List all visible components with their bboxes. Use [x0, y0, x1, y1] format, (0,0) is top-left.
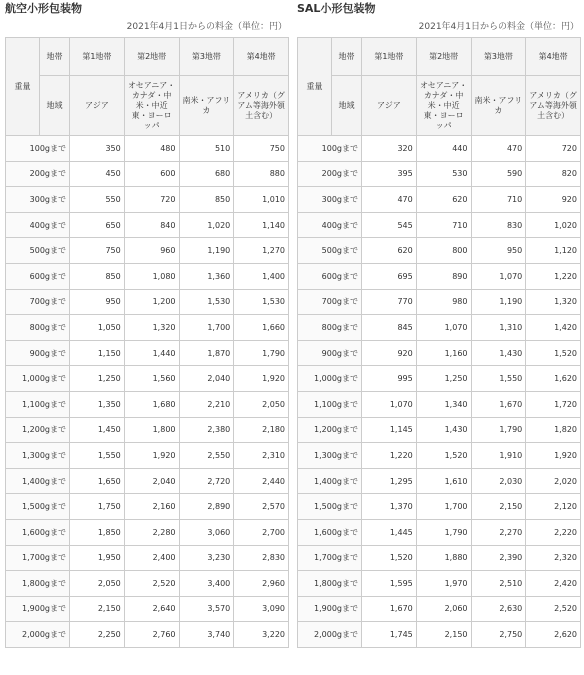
price-cell: 510: [179, 136, 234, 162]
region-2-header: オセアニア・カナダ・中米・中近東・ヨーロッパ: [416, 76, 471, 136]
weight-cell: 1,000gまで: [6, 366, 70, 392]
zone-2-header: 第2地帯: [124, 38, 179, 76]
table-row: [298, 622, 581, 648]
price-cell: 1,140: [234, 212, 289, 238]
region-1-header: アジア: [362, 76, 417, 136]
rate-note: 2021年4月1日からの料金（単位：円）: [418, 22, 579, 32]
price-cell: 2,050: [234, 391, 289, 417]
price-cell: 320: [362, 136, 417, 162]
price-cell: 530: [416, 161, 471, 187]
price-cell: 1,530: [234, 289, 289, 315]
price-cell: 1,595: [362, 571, 417, 597]
price-cell: 1,320: [526, 289, 581, 315]
zone-4-header: 第4地帯: [526, 38, 581, 76]
price-cell: 2,420: [526, 571, 581, 597]
price-cell: 2,210: [179, 391, 234, 417]
price-cell: 695: [362, 263, 417, 289]
table-row: [6, 494, 289, 520]
price-cell: 2,890: [179, 494, 234, 520]
price-cell: 470: [362, 187, 417, 213]
rate-table: [5, 37, 289, 648]
price-cell: 1,220: [526, 263, 581, 289]
price-cell: 3,090: [234, 596, 289, 622]
region-4-header: アメリカ（グアム等海外領土含む）: [234, 76, 289, 136]
weight-cell: 1,700gまで: [6, 545, 70, 571]
price-cell: 1,440: [124, 340, 179, 366]
price-cell: 1,340: [416, 391, 471, 417]
price-cell: 1,250: [70, 366, 125, 392]
weight-cell: 600gまで: [298, 263, 362, 289]
weight-cell: 700gまで: [6, 289, 70, 315]
price-cell: 1,010: [234, 187, 289, 213]
weight-cell: 800gまで: [6, 315, 70, 341]
price-cell: 2,320: [526, 545, 581, 571]
price-cell: 600: [124, 161, 179, 187]
weight-cell: 1,300gまで: [298, 443, 362, 469]
table-row: [298, 366, 581, 392]
price-cell: 2,700: [234, 519, 289, 545]
price-cell: 1,250: [416, 366, 471, 392]
weight-cell: 1,600gまで: [298, 519, 362, 545]
price-cell: 1,670: [471, 391, 526, 417]
weight-cell: 600gまで: [6, 263, 70, 289]
weight-cell: 300gまで: [6, 187, 70, 213]
rate-table-body: [6, 136, 289, 648]
price-cell: 590: [471, 161, 526, 187]
zone-2-header: 第2地帯: [416, 38, 471, 76]
price-cell: 960: [124, 238, 179, 264]
table-row: [298, 136, 581, 162]
table-row: [298, 187, 581, 213]
price-cell: 1,190: [471, 289, 526, 315]
price-cell: 2,280: [124, 519, 179, 545]
price-cell: 1,070: [416, 315, 471, 341]
price-cell: 620: [362, 238, 417, 264]
table-row: [6, 596, 289, 622]
price-cell: 980: [416, 289, 471, 315]
weight-cell: 1,100gまで: [298, 391, 362, 417]
price-cell: 350: [70, 136, 125, 162]
price-cell: 1,910: [471, 443, 526, 469]
zone-4-header: 第4地帯: [234, 38, 289, 76]
price-cell: 3,570: [179, 596, 234, 622]
table-row: [6, 263, 289, 289]
price-cell: 2,390: [471, 545, 526, 571]
weight-cell: 1,300gまで: [6, 443, 70, 469]
weight-cell: 200gまで: [6, 161, 70, 187]
price-cell: 2,220: [526, 519, 581, 545]
price-cell: 2,570: [234, 494, 289, 520]
price-cell: 1,080: [124, 263, 179, 289]
price-cell: 1,720: [526, 391, 581, 417]
price-cell: 2,040: [124, 468, 179, 494]
price-cell: 1,070: [471, 263, 526, 289]
panel-title: 航空小形包装物: [5, 2, 82, 15]
zone-header: 地帯: [332, 38, 362, 76]
table-row: [298, 468, 581, 494]
price-cell: 1,790: [471, 417, 526, 443]
table-row: [298, 212, 581, 238]
table-row: [298, 545, 581, 571]
price-cell: 840: [124, 212, 179, 238]
zone-1-header: 第1地帯: [70, 38, 125, 76]
price-cell: 850: [70, 263, 125, 289]
price-cell: 2,250: [70, 622, 125, 648]
zone-1-header: 第1地帯: [362, 38, 417, 76]
table-row: [6, 238, 289, 264]
table-row: [6, 391, 289, 417]
price-cell: 470: [471, 136, 526, 162]
region-header: 地域: [40, 76, 70, 136]
table-row: [6, 212, 289, 238]
weight-cell: 1,900gまで: [298, 596, 362, 622]
table-row: [6, 443, 289, 469]
price-cell: 680: [179, 161, 234, 187]
weight-cell: 1,100gまで: [6, 391, 70, 417]
price-cell: 2,040: [179, 366, 234, 392]
table-row: [6, 366, 289, 392]
price-cell: 1,450: [70, 417, 125, 443]
region-1-header: アジア: [70, 76, 125, 136]
price-cell: 1,530: [179, 289, 234, 315]
price-cell: 1,370: [362, 494, 417, 520]
weight-cell: 100gまで: [298, 136, 362, 162]
price-cell: 1,920: [526, 443, 581, 469]
price-cell: 845: [362, 315, 417, 341]
price-cell: 2,120: [526, 494, 581, 520]
price-cell: 2,150: [416, 622, 471, 648]
table-row: [298, 494, 581, 520]
price-cell: 1,070: [362, 391, 417, 417]
price-cell: 1,620: [526, 366, 581, 392]
price-cell: 2,510: [471, 571, 526, 597]
price-cell: 2,050: [70, 571, 125, 597]
price-cell: 1,680: [124, 391, 179, 417]
price-cell: 1,700: [179, 315, 234, 341]
price-cell: 1,445: [362, 519, 417, 545]
price-cell: 1,295: [362, 468, 417, 494]
price-cell: 1,670: [362, 596, 417, 622]
price-cell: 830: [471, 212, 526, 238]
weight-cell: 1,200gまで: [298, 417, 362, 443]
price-cell: 1,190: [179, 238, 234, 264]
table-row: [298, 443, 581, 469]
air-small-packet-panel: [5, 0, 289, 648]
price-cell: 1,790: [234, 340, 289, 366]
weight-cell: 2,000gまで: [298, 622, 362, 648]
price-cell: 1,050: [70, 315, 125, 341]
price-cell: 2,750: [471, 622, 526, 648]
price-cell: 1,400: [234, 263, 289, 289]
table-row: [298, 340, 581, 366]
table-row: [6, 571, 289, 597]
price-cell: 3,400: [179, 571, 234, 597]
zone-3-header: 第3地帯: [471, 38, 526, 76]
price-cell: 2,520: [124, 571, 179, 597]
price-cell: 3,220: [234, 622, 289, 648]
price-cell: 820: [526, 161, 581, 187]
price-cell: 710: [471, 187, 526, 213]
zone-header: 地帯: [40, 38, 70, 76]
weight-cell: 200gまで: [298, 161, 362, 187]
sal-small-packet-panel: [297, 0, 581, 648]
weight-cell: 800gまで: [298, 315, 362, 341]
price-cell: 750: [70, 238, 125, 264]
rate-table: [297, 37, 581, 648]
price-cell: 1,120: [526, 238, 581, 264]
price-cell: 2,270: [471, 519, 526, 545]
price-cell: 1,560: [124, 366, 179, 392]
price-cell: 1,160: [416, 340, 471, 366]
table-row: [298, 263, 581, 289]
panel-title: SAL小形包装物: [297, 2, 376, 15]
region-3-header: 南米・アフリカ: [179, 76, 234, 136]
price-cell: 710: [416, 212, 471, 238]
price-cell: 720: [526, 136, 581, 162]
price-cell: 1,870: [179, 340, 234, 366]
zone-3-header: 第3地帯: [179, 38, 234, 76]
weight-cell: 900gまで: [298, 340, 362, 366]
region-header: 地域: [332, 76, 362, 136]
price-cell: 2,400: [124, 545, 179, 571]
price-cell: 2,520: [526, 596, 581, 622]
table-row: [6, 519, 289, 545]
price-cell: 2,630: [471, 596, 526, 622]
price-cell: 2,620: [526, 622, 581, 648]
price-cell: 1,020: [526, 212, 581, 238]
price-cell: 1,520: [416, 443, 471, 469]
table-row: [6, 187, 289, 213]
price-cell: 800: [416, 238, 471, 264]
rate-table-body: [298, 136, 581, 648]
price-cell: 1,150: [70, 340, 125, 366]
table-row: [298, 417, 581, 443]
weight-cell: 1,000gまで: [298, 366, 362, 392]
weight-cell: 500gまで: [6, 238, 70, 264]
weight-cell: 100gまで: [6, 136, 70, 162]
price-cell: 995: [362, 366, 417, 392]
price-cell: 1,790: [416, 519, 471, 545]
price-cell: 1,020: [179, 212, 234, 238]
price-cell: 1,745: [362, 622, 417, 648]
price-cell: 880: [234, 161, 289, 187]
price-cell: 2,150: [471, 494, 526, 520]
price-cell: 2,830: [234, 545, 289, 571]
price-cell: 2,720: [179, 468, 234, 494]
price-cell: 850: [179, 187, 234, 213]
table-row: [6, 161, 289, 187]
price-cell: 1,650: [70, 468, 125, 494]
weight-cell: 1,200gまで: [6, 417, 70, 443]
table-row: [6, 136, 289, 162]
table-row: [298, 596, 581, 622]
weight-cell: 1,500gまで: [6, 494, 70, 520]
table-row: [298, 519, 581, 545]
price-cell: 950: [471, 238, 526, 264]
price-cell: 1,200: [124, 289, 179, 315]
price-cell: 1,145: [362, 417, 417, 443]
table-row: [298, 315, 581, 341]
table-row: [298, 391, 581, 417]
price-cell: 1,970: [416, 571, 471, 597]
price-cell: 2,760: [124, 622, 179, 648]
price-cell: 890: [416, 263, 471, 289]
table-row: [6, 340, 289, 366]
price-cell: 620: [416, 187, 471, 213]
price-cell: 1,520: [526, 340, 581, 366]
weight-cell: 1,800gまで: [6, 571, 70, 597]
price-cell: 1,920: [124, 443, 179, 469]
price-cell: 1,880: [416, 545, 471, 571]
price-cell: 1,350: [70, 391, 125, 417]
weight-header: 重量: [298, 38, 332, 136]
price-cell: 2,060: [416, 596, 471, 622]
price-cell: 2,310: [234, 443, 289, 469]
price-cell: 1,700: [416, 494, 471, 520]
price-cell: 2,020: [526, 468, 581, 494]
weight-cell: 2,000gまで: [6, 622, 70, 648]
table-row: [6, 289, 289, 315]
price-cell: 1,520: [362, 545, 417, 571]
price-cell: 395: [362, 161, 417, 187]
price-cell: 720: [124, 187, 179, 213]
table-row: [6, 468, 289, 494]
price-cell: 1,950: [70, 545, 125, 571]
price-cell: 1,660: [234, 315, 289, 341]
weight-cell: 500gまで: [298, 238, 362, 264]
price-cell: 2,960: [234, 571, 289, 597]
price-cell: 440: [416, 136, 471, 162]
price-cell: 550: [70, 187, 125, 213]
price-cell: 1,270: [234, 238, 289, 264]
price-cell: 2,150: [70, 596, 125, 622]
region-3-header: 南米・アフリカ: [471, 76, 526, 136]
price-cell: 1,360: [179, 263, 234, 289]
table-row: [6, 315, 289, 341]
price-cell: 650: [70, 212, 125, 238]
table-row: [298, 161, 581, 187]
table-row: [6, 622, 289, 648]
price-cell: 920: [526, 187, 581, 213]
price-cell: 2,640: [124, 596, 179, 622]
price-cell: 1,430: [416, 417, 471, 443]
price-cell: 2,550: [179, 443, 234, 469]
table-row: [298, 571, 581, 597]
price-cell: 2,030: [471, 468, 526, 494]
price-cell: 1,430: [471, 340, 526, 366]
price-cell: 1,850: [70, 519, 125, 545]
weight-cell: 300gまで: [298, 187, 362, 213]
weight-cell: 1,400gまで: [298, 468, 362, 494]
price-cell: 545: [362, 212, 417, 238]
weight-cell: 1,500gまで: [298, 494, 362, 520]
weight-cell: 400gまで: [298, 212, 362, 238]
rate-note: 2021年4月1日からの料金（単位：円）: [126, 22, 287, 32]
price-cell: 3,060: [179, 519, 234, 545]
price-cell: 1,550: [70, 443, 125, 469]
price-cell: 1,820: [526, 417, 581, 443]
weight-cell: 1,900gまで: [6, 596, 70, 622]
price-cell: 1,610: [416, 468, 471, 494]
weight-cell: 1,800gまで: [298, 571, 362, 597]
table-row: [6, 417, 289, 443]
price-cell: 950: [70, 289, 125, 315]
price-cell: 3,740: [179, 622, 234, 648]
weight-cell: 1,600gまで: [6, 519, 70, 545]
price-cell: 920: [362, 340, 417, 366]
region-2-header: オセアニア・カナダ・中米・中近東・ヨーロッパ: [124, 76, 179, 136]
table-row: [298, 289, 581, 315]
price-cell: 1,800: [124, 417, 179, 443]
price-cell: 2,380: [179, 417, 234, 443]
price-cell: 1,220: [362, 443, 417, 469]
weight-cell: 400gまで: [6, 212, 70, 238]
price-cell: 1,920: [234, 366, 289, 392]
price-cell: 480: [124, 136, 179, 162]
price-cell: 2,160: [124, 494, 179, 520]
price-cell: 750: [234, 136, 289, 162]
price-cell: 450: [70, 161, 125, 187]
price-cell: 1,420: [526, 315, 581, 341]
price-cell: 2,180: [234, 417, 289, 443]
weight-cell: 900gまで: [6, 340, 70, 366]
region-4-header: アメリカ（グアム等海外領土含む）: [526, 76, 581, 136]
price-cell: 1,320: [124, 315, 179, 341]
weight-header: 重量: [6, 38, 40, 136]
price-cell: 1,550: [471, 366, 526, 392]
price-cell: 770: [362, 289, 417, 315]
weight-cell: 1,400gまで: [6, 468, 70, 494]
price-cell: 1,310: [471, 315, 526, 341]
price-cell: 3,230: [179, 545, 234, 571]
price-cell: 2,440: [234, 468, 289, 494]
price-cell: 1,750: [70, 494, 125, 520]
table-row: [6, 545, 289, 571]
weight-cell: 700gまで: [298, 289, 362, 315]
table-row: [298, 238, 581, 264]
weight-cell: 1,700gまで: [298, 545, 362, 571]
